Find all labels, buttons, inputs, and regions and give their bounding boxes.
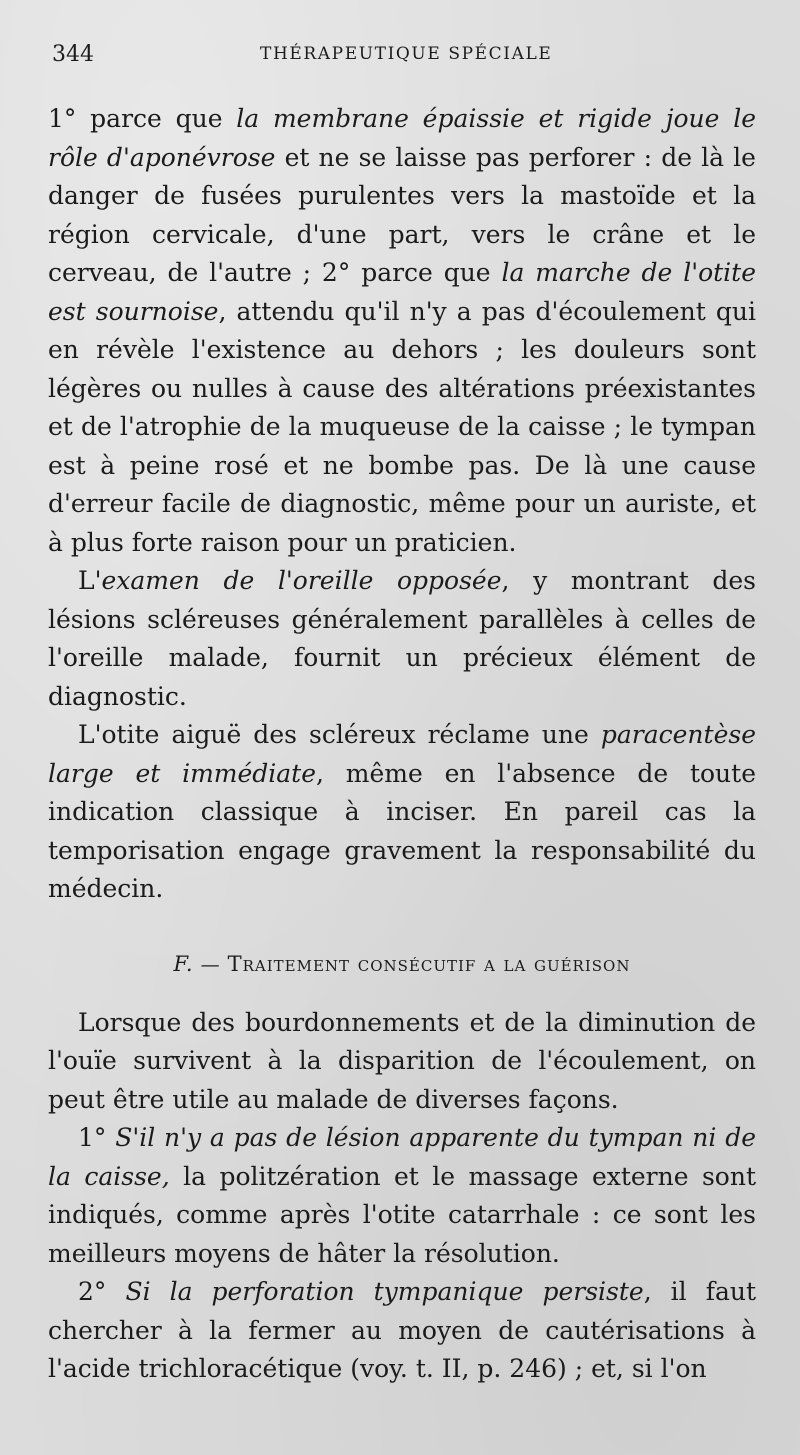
paragraph-1-text-c: et ne se laisse pas perforer : de là le danger de fusées purulentes vers la mastoïde et la région cervicale, d'une part, vers le crâne et le cerveau, de l'autre ; 2° parce que	[48, 142, 756, 287]
paragraph-6-text-c: , il faut chercher à la fermer au moyen de cautérisations à l'acide trichloracétique (voy. t. II, p. 246) ; et, si l'on	[48, 1277, 756, 1383]
paragraph-5-text-a: 1°	[78, 1123, 116, 1152]
paragraph-2-text-c: , y montrant des lésions scléreuses généralement parallèles à celles de l'oreille malade, fournit un précieux élément de diagnostic.	[48, 566, 757, 711]
paragraph-5-text-c: la politzération et le massage externe sont indiqués, comme après l'otite catarrhale : ce sont les meilleurs moyens de hâter la résolution.	[48, 1161, 756, 1268]
paragraph-4-text: Lorsque des bourdonnements et de la diminution de l'ouïe survivent à la disparition de l'écoulement, on peut être utile au malade de diverses façons.	[48, 1007, 756, 1114]
paragraph-1-text-a: 1° parce que	[48, 104, 237, 133]
paragraph-1-emphasis-1: la membrane épaissie et rigide joue le rôle d'aponévrose	[48, 104, 756, 172]
running-head: THÉRAPEUTIQUE SPÉCIALE	[260, 44, 553, 64]
section-letter: F.	[173, 951, 194, 976]
paragraph-3-text-c: , même en l'absence de toute indication classique à inciser. En pareil cas la temporisation engage gravement la responsabilité du médecin.	[48, 758, 756, 903]
paragraph-1-emphasis-2: la marche de l'otite est sournoise	[48, 258, 756, 326]
paragraph-1	[48, 100, 756, 562]
body-text	[48, 100, 756, 1389]
paragraph-1-text-e: , attendu qu'il n'y a pas d'écoulement qui en révèle l'existence au dehors ; les douleurs sont légères ou nulles à cause des altérations préexistantes et de l'atrophie de la muqueuse de la caisse ; le tympan est à peine rosé et ne bombe pas. De là une cause d'erreur facile de diagnostic, même pour un auriste, et à plus forte raison pour un praticien.	[48, 296, 756, 557]
paragraph-3-emphasis: paracentèse large et immédiate	[48, 720, 756, 788]
paragraph-2-emphasis: examen de l'oreille opposée	[101, 566, 502, 595]
paragraph-3	[48, 716, 756, 909]
paragraph-6-text-a: 2°	[78, 1277, 126, 1306]
paragraph-2-text-a: L'	[78, 566, 102, 595]
paragraph-4	[48, 1004, 756, 1120]
paragraph-6-emphasis: Si la perforation tympanique persiste	[125, 1277, 644, 1306]
paragraph-2	[48, 562, 756, 716]
paragraph-5-emphasis: S'il n'y a pas de lésion apparente du tympan ni de la caisse,	[48, 1123, 756, 1191]
section-title: Traitement consécutif a la guérison	[227, 951, 631, 976]
paragraph-3-text-a: L'otite aiguë des scléreux réclame une	[78, 720, 601, 749]
paragraph-6	[48, 1273, 756, 1389]
section-dash: —	[200, 953, 221, 976]
page-number: 344	[52, 42, 94, 67]
paragraph-5	[48, 1119, 756, 1273]
section-heading	[48, 949, 756, 980]
page-header	[48, 42, 748, 72]
